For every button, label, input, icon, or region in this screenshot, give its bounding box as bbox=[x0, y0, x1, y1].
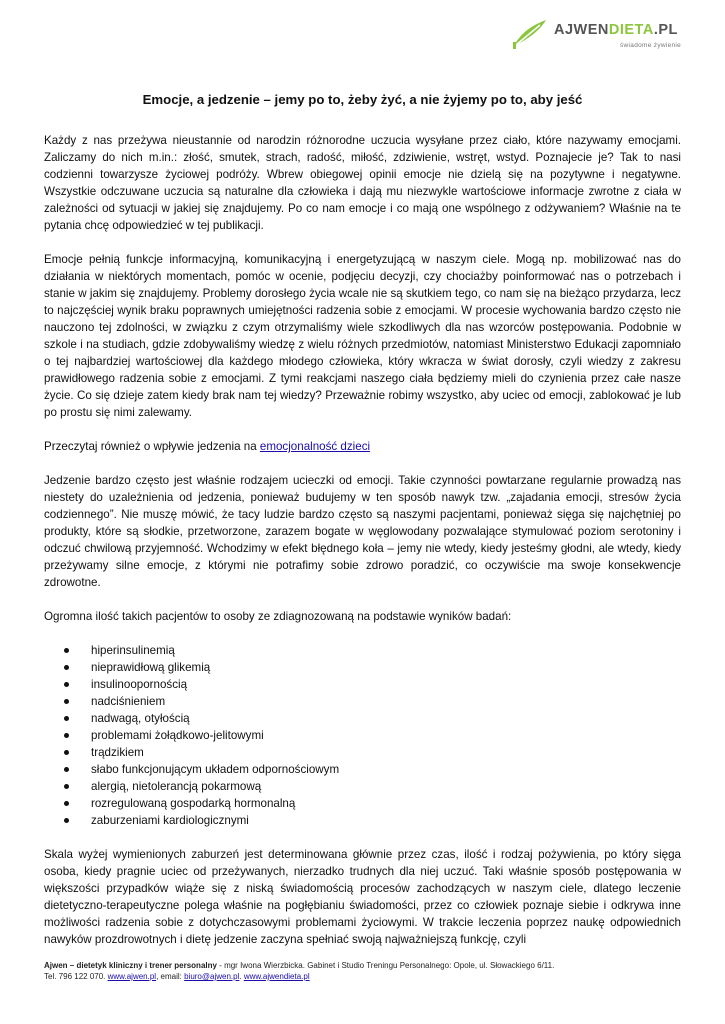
footer-separator: . bbox=[239, 972, 244, 981]
list-item: słabo funkcjonującym układem odpornościowym bbox=[44, 761, 681, 778]
footer-link-ajwen[interactable]: www.ajwen.pl bbox=[107, 972, 157, 981]
footer-link-email[interactable]: biuro@ajwen.pl bbox=[184, 972, 240, 981]
fork-leaf-logo-icon bbox=[510, 16, 550, 50]
list-item: alergią, nietolerancją pokarmową bbox=[44, 778, 681, 795]
footer-address: - mgr Iwona Wierzbicka. Gabinet i Studio Treningu Personalnego: Opole, ul. Słowackiego 6/11. bbox=[216, 961, 555, 970]
footer-business-name: Ajwen – dietetyk kliniczny i trener personalny bbox=[44, 961, 217, 970]
logo-brand-main: AJWEN bbox=[554, 22, 609, 38]
footer-line-1 bbox=[44, 960, 681, 971]
list-item: problemami żołądkowo-jelitowymi bbox=[44, 727, 681, 744]
article-body bbox=[44, 132, 681, 965]
footer-email-label: , email: bbox=[156, 972, 185, 981]
brand-logo[interactable] bbox=[510, 14, 710, 62]
read-also-text: Przeczytaj również o wpływie jedzenia na bbox=[44, 440, 260, 453]
footer-line-2 bbox=[44, 971, 681, 982]
list-item: nadciśnieniem bbox=[44, 693, 681, 710]
link-emocjonalnosc-dzieci[interactable]: emocjonalność dzieci bbox=[259, 440, 371, 453]
list-item: nieprawidłową glikemią bbox=[44, 659, 681, 676]
list-item: nadwagą, otyłością bbox=[44, 710, 681, 727]
paragraph-scale: Skala wyżej wymienionych zaburzeń jest determinowana głównie przez czas, ilość i rodzaj pożywienia, po który sięga osoba, kiedy pragnie uciec od przeżywanych, nierzadko trudnych dla niej uczuć. Taki właśnie sposób postępowania w większości przypadków wiąże się z niską świadomością procesów zachodzących w naszym ciele, dlatego leczenie dietetyczno-terapeutyczne polega właśnie na pogłębianiu świadomości, przez co człowiek poznaje siebie i odkrywa inne możliwości radzenia sobie z dotychczasowymi problemami życiowymi. W trakcie leczenia poprzez naukę odpowiednich nawyków prozdrowotnych i dietę jedzenie zaczyna spełniać swoją najważniejszą funkcję, czyli bbox=[44, 848, 681, 946]
list-item: zaburzeniami kardiologicznymi bbox=[44, 812, 681, 829]
paragraph-read-also bbox=[44, 438, 681, 455]
footer-link-ajwendieta[interactable]: www.ajwendieta.pl bbox=[243, 972, 310, 981]
logo-brand-accent: DIETA bbox=[608, 22, 654, 38]
paragraph-food-escape: Jedzenie bardzo często jest właśnie rodzajem ucieczki od emocji. Takie czynności powtarzane regularnie prowadzą nas niestety do uzależnienia od jedzenia, ponieważ budujemy w ten sposób nawyk tzw. „zajadania emocji, stresów życia codziennego”. Nie muszę mówić, że tacy ludzie bardzo często są naszymi pacjentami, ponieważ sięga się najchętniej po produkty, które są słodkie, przetworzone, zarazem bogate w węglowodany pozwalające stymulować poziom serotoniny i odczuć chwilową przyjemność. Wchodzimy w efekt błędnego koła – jemy nie wtedy, kiedy jesteśmy głodni, ale wtedy, kiedy przeżywamy silne emocje, z którymi nie potrafimy sobie zdrowo poradzić, co oczywiście ma swoje konsekwencje zdrowotne. bbox=[44, 474, 681, 589]
logo-wordmark bbox=[554, 22, 678, 38]
paragraph-patients: Ogromna ilość takich pacjentów to osoby ze zdiagnozowaną na podstawie wyników badań: bbox=[44, 610, 512, 623]
paragraph-intro: Każdy z nas przeżywa nieustannie od narodzin różnorodne uczucia wysyłane przez ciało, które nazywamy emocjami. Zaliczamy do nich m.in.: złość, smutek, strach, radość, miłość, zdziwienie, wstręt, wstyd. Poznajecie je? Tak to nasi codzienni towarzysze życiowej podróży. Wbrew obiegowej opinii emocje nie dzielą się na pozytywne i negatywne. Wszystkie odczuwane uczucia są naturalne dla człowieka i dają mu niezwykle wartościowe informacje zwrotne z ciała w zależności od sytuacji w jakiej się znajdujemy. Po co nam emocje i co mają one wspólnego z odżywaniem? Właśnie na te pytania chcę odpowiedzieć w tej publikacji. bbox=[44, 134, 681, 232]
list-item: insulinoopornością bbox=[44, 676, 681, 693]
list-item: hiperinsulinemią bbox=[44, 642, 681, 659]
paragraph-functions: Emocje pełnią funkcje informacyjną, komunikacyjną i energetyzującą w naszym ciele. Mogą np. mobilizować nas do działania w niektórych momentach, pomóc w ocenie, podjęciu decyzji, czy chociażby poinformować nas o potrzebach i stanie w jakim się znajdujemy. Problemy dorosłego życia wcale nie są skutkiem tego, co nam się na bieżąco przydarza, lecz to najczęściej wynik braku poprawnych umiejętności radzenia sobie z emocjami. W procesie wychowania bardzo często nie nauczono tej zdolności, w związku z czym otrzymaliśmy wiele szkodliwych dla nas wzorców postępowania. Podobnie w szkole i na studiach, gdzie zdobywaliśmy wiedzę z wielu różnych przedmiotów, natomiast Ministerstwo Edukacji zapomniało o tej najbardziej wartościowej dla każdego młodego człowieka, który wkracza w świat dorosły, czyli wiedzy z zakresu prawidłowego radzenia sobie z emocjami. Z tymi reakcjami naszego ciała będziemy mieli do czynienia przez całe nasze życie. Co się dzieje zatem kiedy brak nam tej wiedzy? Przeważnie robimy wszystko, aby uciec od emocji, zablokować je lub po prostu się nimi zalewamy. bbox=[44, 253, 681, 419]
page-footer bbox=[44, 960, 681, 982]
page-title: Emocje, a jedzenie – jemy po to, żeby żyć, a nie żyjemy po to, aby jeść bbox=[142, 92, 583, 107]
logo-brand-suffix: .PL bbox=[653, 22, 678, 38]
list-item: rozregulowaną gospodarką hormonalną bbox=[44, 795, 681, 812]
list-item: trądzikiem bbox=[44, 744, 681, 761]
footer-phone: Tel. 796 122 070. bbox=[44, 972, 108, 981]
conditions-list bbox=[44, 642, 681, 829]
logo-tagline: świadome żywienie bbox=[620, 42, 682, 49]
